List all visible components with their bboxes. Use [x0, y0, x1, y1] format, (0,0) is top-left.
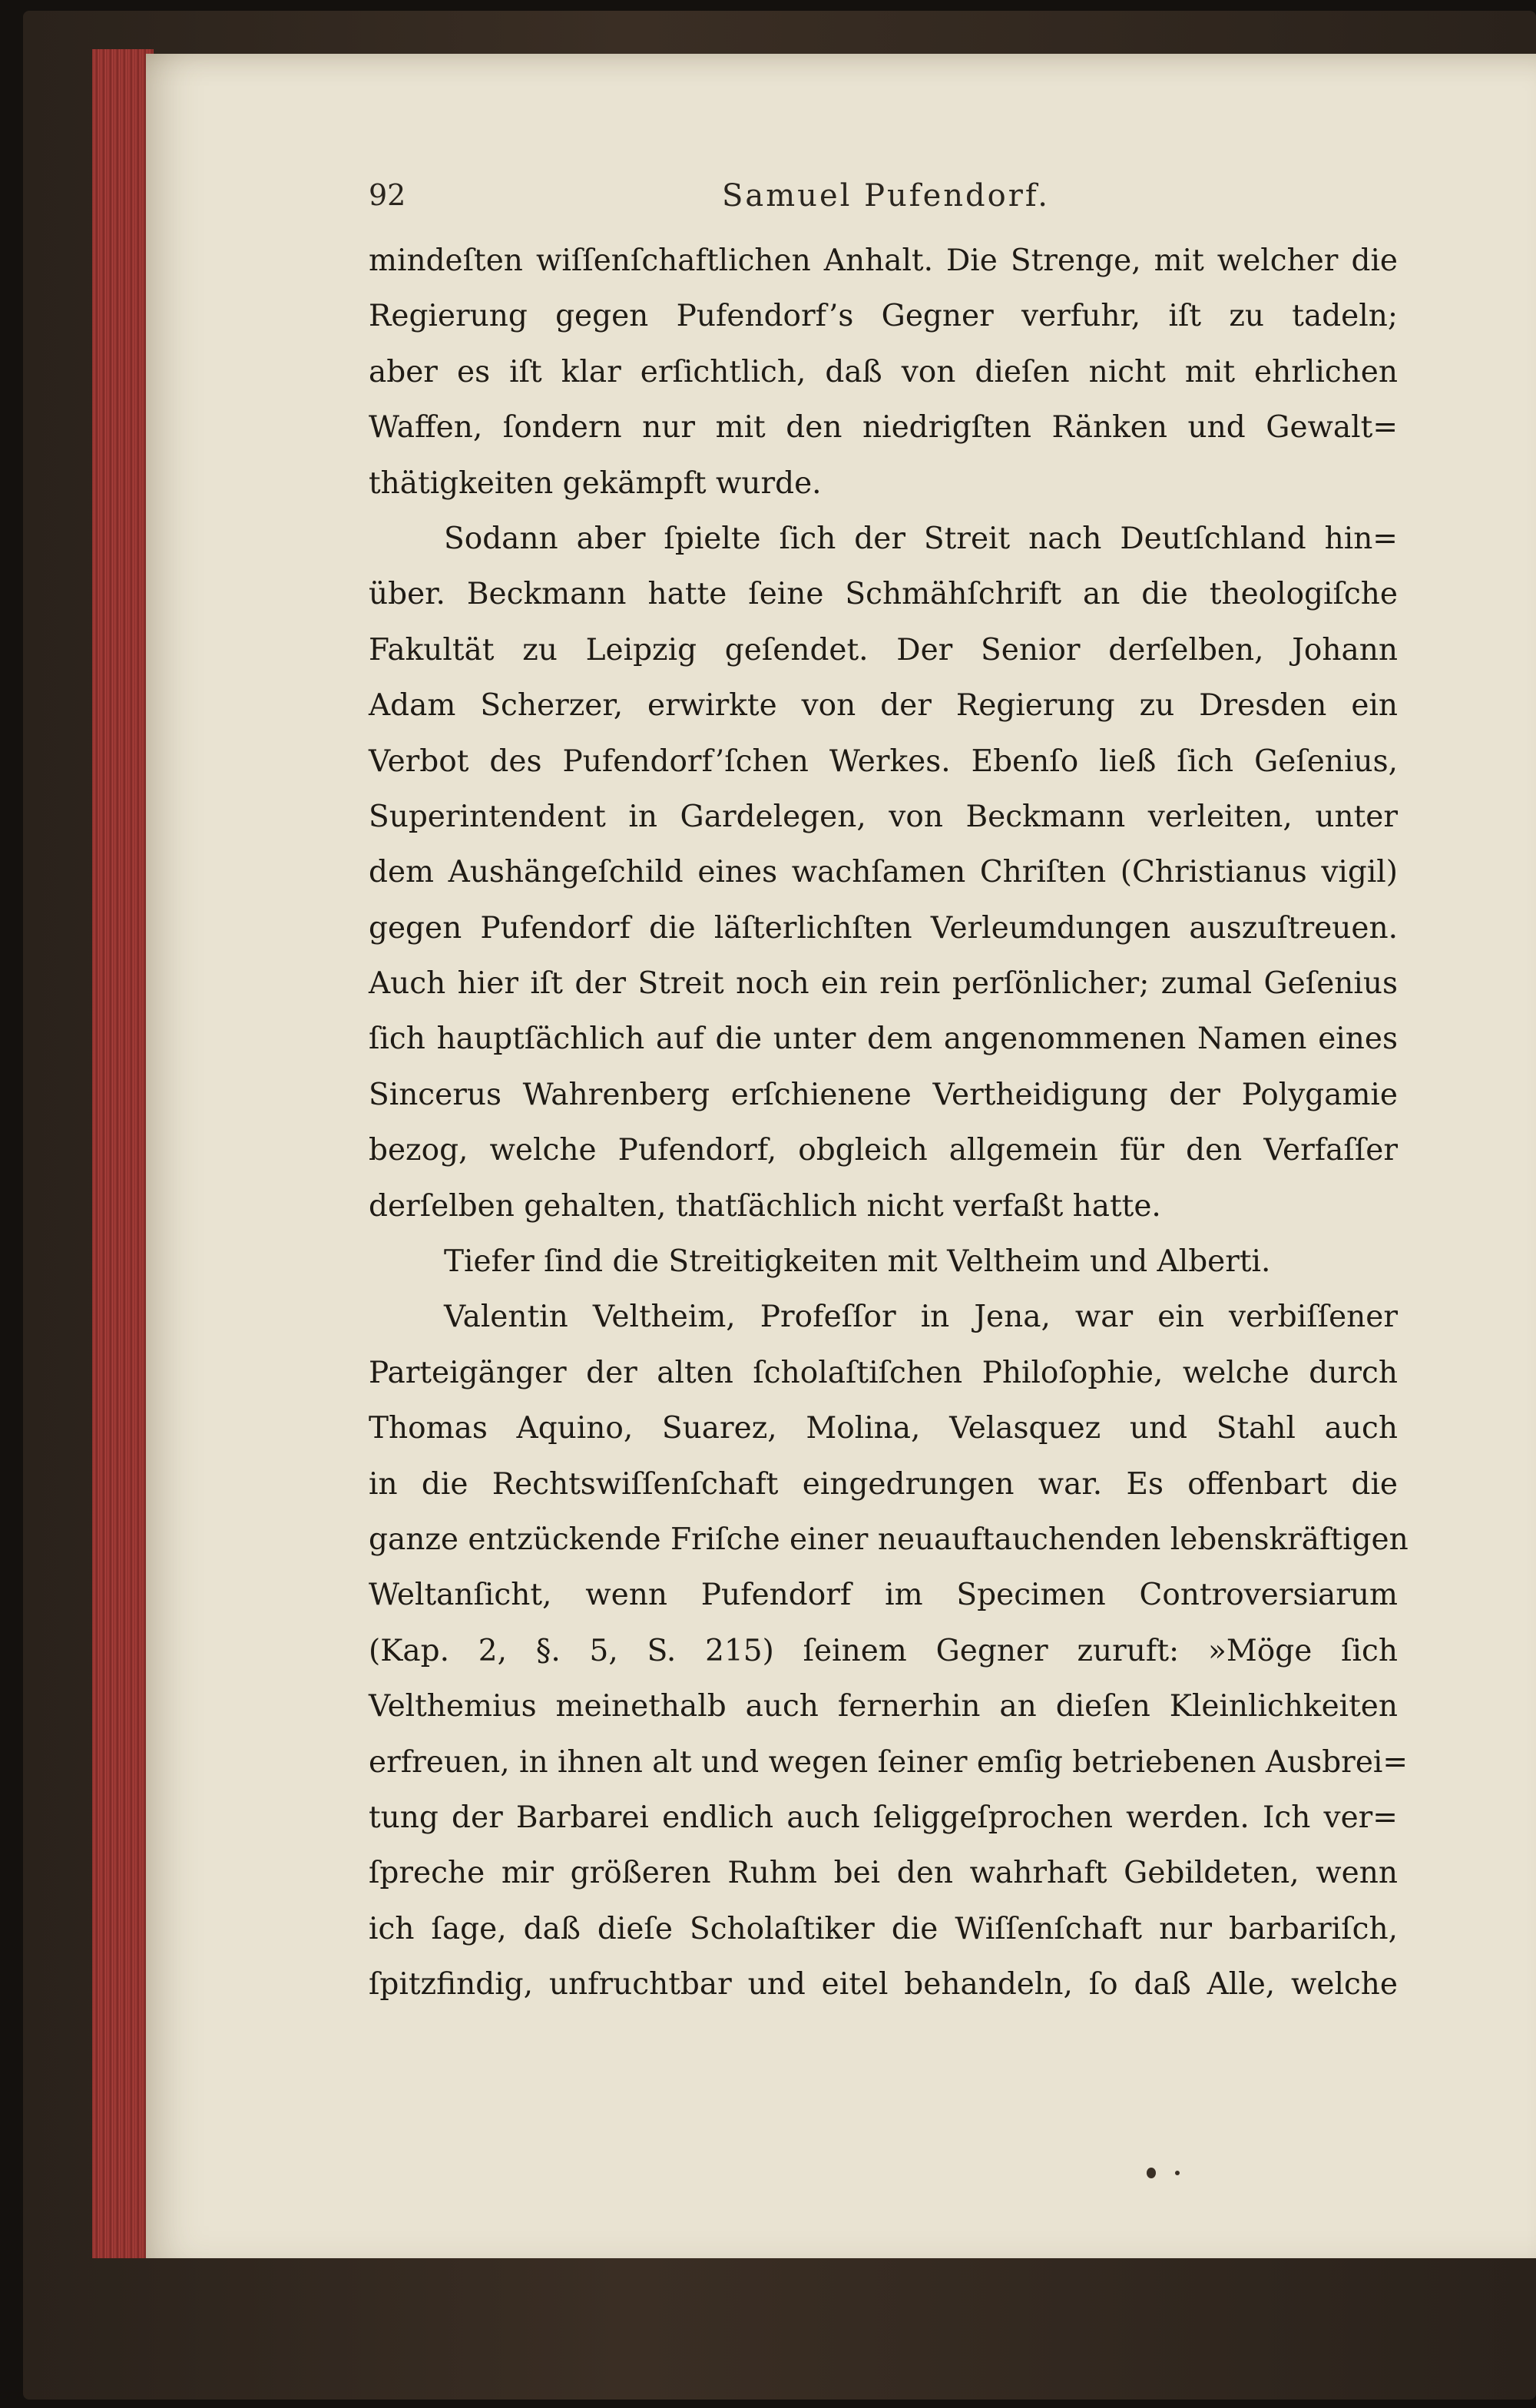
ink-speck — [1147, 2168, 1156, 2178]
page-number: 92 — [369, 178, 406, 212]
text-line: Auch hier iſt der Streit noch ein rein perſönlicher; zumal Geſenius — [369, 966, 1398, 1002]
text-line: dem Aushängeſchild eines wachſamen Chriſten (Christianus vigil) — [369, 855, 1398, 890]
text-line: ganze entzückende Friſche einer neuauftauchenden lebenskräftigen — [369, 1522, 1409, 1557]
text-line: Sincerus Wahrenberg erſchienene Vertheidigung der Polygamie — [369, 1077, 1398, 1112]
page-edges — [92, 49, 154, 2258]
text-line: Weltanſicht, wenn Pufendorf im Specimen Controversiarum — [369, 1578, 1398, 1613]
text-line: Tiefer ſind die Streitigkeiten mit Veltheim und Alberti. — [444, 1244, 1271, 1280]
running-title: Samuel Pufendorf. — [722, 178, 1050, 214]
text-line: bezog, welche Pufendorf, obgleich allgemein für den Verfaſſer — [369, 1133, 1398, 1168]
text-line: Fakultät zu Leipzig geſendet. Der Senior derſelben, Johann — [369, 632, 1398, 667]
text-line: aber es iſt klar erſichtlich, daß von dieſen nicht mit ehrlichen — [369, 354, 1398, 389]
text-line: ſpreche mir größeren Ruhm bei den wahrhaft Gebildeten, wenn — [369, 1856, 1398, 1891]
text-line: ſpitzfindig, unfruchtbar und eitel behandeln, ſo daß Alle, welche — [369, 1967, 1398, 2002]
text-line: Velthemius meinethalb auch fernerhin an dieſen Kleinlichkeiten — [369, 1689, 1398, 1724]
text-line: Parteigänger der alten ſcholaſtiſchen Philoſophie, welche durch — [369, 1355, 1398, 1390]
text-line: mindeſten wiſſenſchaftlichen Anhalt. Die Strenge, mit welcher die — [369, 243, 1398, 278]
text-line: Regierung gegen Pufendorf’s Gegner verfuhr, iſt zu tadeln; — [369, 299, 1398, 334]
text-line: über. Beckmann hatte ſeine Schmähſchrift an die theologiſche — [369, 577, 1398, 612]
ink-speck — [1175, 2171, 1180, 2175]
text-line: Adam Scherzer, erwirkte von der Regierung zu Dresden ein — [369, 688, 1398, 724]
text-line: derſelben gehalten, thatſächlich nicht verfaßt hatte. — [369, 1188, 1161, 1224]
text-line: in die Rechtswiſſenſchaft eingedrungen war. Es offenbart die — [369, 1466, 1398, 1502]
text-line: tung der Barbarei endlich auch ſeliggeſprochen werden. Ich ver= — [369, 1800, 1398, 1835]
text-line: erfreuen, in ihnen alt und wegen ſeiner emſig betriebenen Ausbrei= — [369, 1744, 1409, 1780]
text-line: Waffen, ſondern nur mit den niedrigſten Ränken und Gewalt= — [369, 410, 1398, 445]
text-line: Verbot des Pufendorf’ſchen Werkes. Ebenſo ließ ſich Geſenius, — [369, 744, 1398, 779]
text-line: ich ſage, daß dieſe Scholaſtiker die Wiſſenſchaft nur barbariſch, — [369, 1911, 1398, 1946]
page-header — [230, 178, 1390, 224]
text-line: Valentin Veltheim, Profeſſor in Jena, war ein verbiſſener — [444, 1300, 1398, 1335]
text-line: (Kap. 2, §. 5, S. 215) ſeinem Gegner zuruft: »Möge ſich — [369, 1633, 1398, 1668]
text-line: Thomas Aquino, Suarez, Molina, Velasquez und Stahl auch — [369, 1411, 1398, 1446]
text-line: Superintendent in Gardelegen, von Beckmann verleiten, unter — [369, 799, 1398, 834]
body-text — [369, 234, 1409, 2013]
text-line: thätigkeiten gekämpft wurde. — [369, 465, 822, 501]
text-line: Sodann aber ſpielte ſich der Streit nach Deutſchland hin= — [444, 521, 1398, 556]
text-line: gegen Pufendorf die läſterlichſten Verleumdungen auszuſtreuen. — [369, 910, 1398, 946]
text-line: ſich hauptſächlich auf die unter dem angenommenen Namen eines — [369, 1022, 1398, 1057]
